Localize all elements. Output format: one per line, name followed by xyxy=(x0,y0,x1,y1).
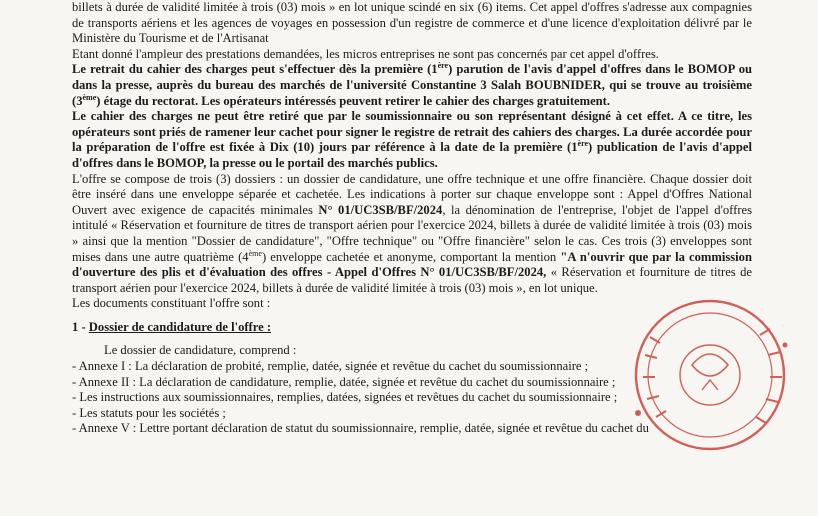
offer-reference: N° 01/UC3SB/BF/2024 xyxy=(318,202,443,217)
paragraph-lot-description: billets à durée de validité limitée à trois (03) mois » en lot unique scindé en six (6) items. Cet appel d'offres s'adresse aux compagnies de transports aériens et les agences de voyages en possession d'un registre de commerce et d'une licence d'exploitation délivré par le Ministère du Tourisme et de l'Artisanat xyxy=(72,0,752,46)
withdrawal-text-a: Le retrait du cahier des charges peut s'effectuer dès la première (1 xyxy=(72,62,438,77)
list-item: - Les instructions aux soumissionnaires, remplies, datées, signées et revêtues du cachet du soumissionnaire ; xyxy=(72,390,618,405)
offer-mention-bold: "A n'ouvrir que par la commission d'ouverture des plis et d'évaluation des offres - Appel d'Offres N° 01/UC3SB/BF/2024, xyxy=(72,249,752,280)
superscript-ere-2: ère xyxy=(577,139,589,149)
paragraph-withdrawal xyxy=(72,62,752,109)
specifications-text-end: ) publication de l'avis d'appel d'offres dans le BOMOP, la presse ou le portail des marchés publics. xyxy=(72,140,752,170)
section-1-intro: Le dossier de candidature, comprend : xyxy=(104,343,297,358)
list-item: - Annexe I : La déclaration de probité, remplie, datée, signée et revêtue du cachet du soumissionnaire ; xyxy=(72,359,589,374)
section-1-title: Dossier de candidature de l'offre : xyxy=(88,319,272,334)
offer-text-c: ) enveloppe cachetée et anonyme, comportant la mention xyxy=(261,249,561,264)
paragraph-documents: Les documents constituant l'offre sont : xyxy=(72,296,271,311)
paragraph-offer-composition xyxy=(72,172,752,297)
section-1-heading xyxy=(72,320,752,336)
offer-text-b: , la dénomination de l'entreprise, l'objet de l'appel d'offres intitulé « Réservation et fourniture de titres de transport aérien pour l'exercice 2024, billets à durée de validité limitée à trois (03) mois » ainsi que la mention "Dossier de candidature", "Offre technique" ou "Offre financière" selon le cas. Ces trois (3) enveloppes sont mises dans une autre quatrième (4 xyxy=(72,202,753,264)
list-item: - Les statuts pour les sociétés ; xyxy=(72,405,226,420)
superscript-ere: ère xyxy=(437,61,449,71)
list-item: - Annexe II : La déclaration de candidature, remplie, datée, signée et revêtue du cachet du soumissionnaire ; xyxy=(72,374,616,389)
offer-text-d: « Réservation et fourniture de titres de transport aérien pour l'exercice 2024, billets à durée de validité limitée à trois (03) mois », en lot unique. xyxy=(72,265,752,295)
superscript-eme: ème xyxy=(82,92,97,102)
withdrawal-text-c: ) étage du rectorat. Les opérateurs intéressés peuvent retirer le cahier des charges gratuitement. xyxy=(96,93,611,108)
paragraph-micro-enterprises: Etant donné l'ampleur des prestations demandées, les micros entreprises ne sont pas concernés par cet appel d'offres. xyxy=(72,46,659,61)
withdrawal-text-b: ) parution de l'avis d'appel d'offres dans le BOMOP ou dans la presse, auprès du bureau des marchés de l'université Constantine 3 Salah BOUBNIDER, qui se trouve au troisième (3 xyxy=(72,62,752,108)
paragraph-specifications xyxy=(72,109,752,171)
offer-text-a: L'offre se compose de trois (3) dossiers : un dossier de candidature, une offre technique et une offre financière. Chaque dossier doit être inséré dans une enveloppe séparée et cachetée. Les indications à porter sur chaque enveloppe sont : Appel d'Offres National Ouvert avec exigence de capacités minimales xyxy=(72,171,752,217)
superscript-eme-2: ème xyxy=(248,248,262,258)
specifications-text: Le cahier des charges ne peut être retiré que par le soumissionnaire ou son représentant désigné à cet effet. A ce titre, les opérateurs sont priés de ramener leur cachet pour signer le registre de retrait des cahiers des charges. La durée accordée pour la préparation de l'offre est fixée à Dix (10) jours par référence à la date de la première (1 xyxy=(72,109,752,155)
list-item: - Annexe V : Lettre portant déclaration de statut du soumissionnaire, remplie, datée, signée et revêtue du cachet du xyxy=(72,421,649,436)
section-1-number: 1 - xyxy=(72,319,89,334)
document-page xyxy=(72,0,752,437)
